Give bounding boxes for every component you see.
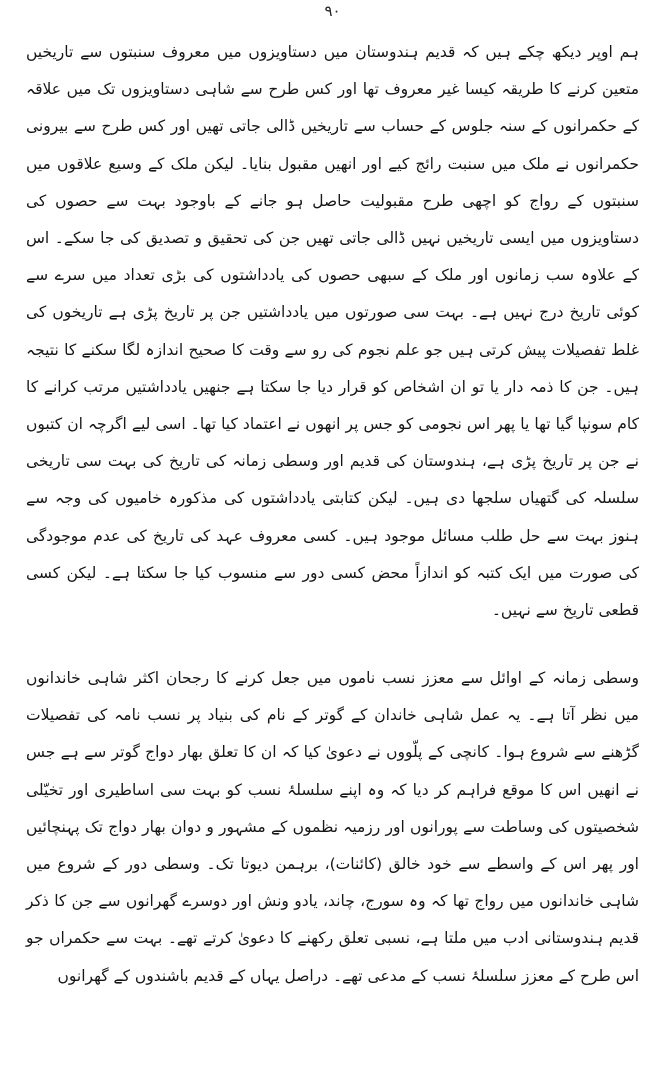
- paragraph-1: ہم اوپر دیکھ چکے ہیں کہ قدیم ہندوستان میں دستاویزوں میں معروف سنبتوں سے تاریخیں متعین کرنے کا طریقہ کیسا غیر معروف تھا اور کس طرح سے شاہی دستاویزوں تک میں علاقہ کے حکمرانوں کے سنہ جلوس کے حساب سے تاریخیں ڈالی جاتی تھیں اور کس طرح سے بیرونی حکمرانوں نے ملک میں سنبت رائج کیے اور انھیں مقبول بنایا۔ لیکن ملک کے وسیع علاقوں میں سنبتوں کے رواج کو اچھی طرح مقبولیت حاصل ہو جانے کے باوجود بہت سے حصوں کی دستاویزوں میں ایسی تاریخیں نہیں ڈالی جاتی تھیں جن کی تحقیق و تصدیق کی جا سکے۔ اس کے علاوہ سب زمانوں اور ملک کے سبھی حصوں کی یادداشتوں کی بڑی تعداد میں سرے سے کوئی تاریخ درج نہیں ہے۔ بہت سی صورتوں میں یادداشتیں جن پر تاریخ پڑی ہے تاریخوں کی غلط تفصیلات پیش کرتی ہیں جو علم نجوم کی رو سے وقت کا صحیح اندازہ لگا سکنے کا نتیجہ ہیں۔ جن کا ذمہ دار یا تو ان اشخاص کو قرار دیا جا سکتا ہے جنھیں یادداشتیں مرتب کرانے کا کام سونپا گیا تھا یا پھر اس نجومی کو جس پر انھوں نے اعتماد کیا تھا۔ اسی لیے اگرچہ ان کتبوں نے جن پر تاریخ پڑی ہے، ہندوستان کی قدیم اور وسطی زمانہ کی تاریخ کی بہت سی تاریخی سلسلہ کی گتھیاں سلجھا دی ہیں۔ لیکن کتابتی یادداشتوں کی مذکورہ خامیوں کی وجہ سے ہنوز بہت سے حل طلب مسائل موجود ہیں۔ کسی معروف عہد کی تاریخ کی عدم موجودگی کی صورت میں ایک کتبہ کو اندازاً محض کسی دور سے منسوب کیا جا سکتا ہے۔ لیکن کسی قطعی تاریخ سے نہیں۔: [26, 43, 639, 620]
- page-number: ۹۰: [324, 2, 341, 20]
- paragraph-2: وسطی زمانہ کے اوائل سے معزز نسب ناموں میں جعل کرنے کا رجحان اکثر شاہی خاندانوں میں نظر آتا ہے۔ یہ عمل شاہی خاندان کے گوتر کے نام کی بنیاد پر نسب نامہ کی تفصیلات گڑھنے سے شروع ہوا۔ کانچی کے پلّووں نے دعویٰ کیا کہ ان کا تعلق بھار دواج گوتر سے ہے جس نے انھیں اس کا موقع فراہم کر دیا کہ وہ اپنے سلسلۂ نسب کو بہت سی اساطیری اور تخیّلی شخصیتوں کی وساطت سے پورانوں اور رزمیہ نظموں کے مشہور و دوان بھار دواج تک پہنچائیں اور پھر اس کے واسطے سے خود خالق (کائنات)، برہمن دیوتا تک۔ وسطی دور کے شروع میں شاہی خاندانوں میں رواج تھا کہ وہ سورج، چاند، یادو ونش اور دوسرے گھرانوں سے جن کا ذکر قدیم ہندوستانی ادب میں ملتا ہے، نسبی تعلق رکھنے کا دعویٰ کرتے تھے۔ بہت سے حکمراں جو اس طرح کے معزز سلسلۂ نسب کے مدعی تھے۔ دراصل یہاں کے قدیم باشندوں کے گھرانوں: [26, 669, 639, 985]
